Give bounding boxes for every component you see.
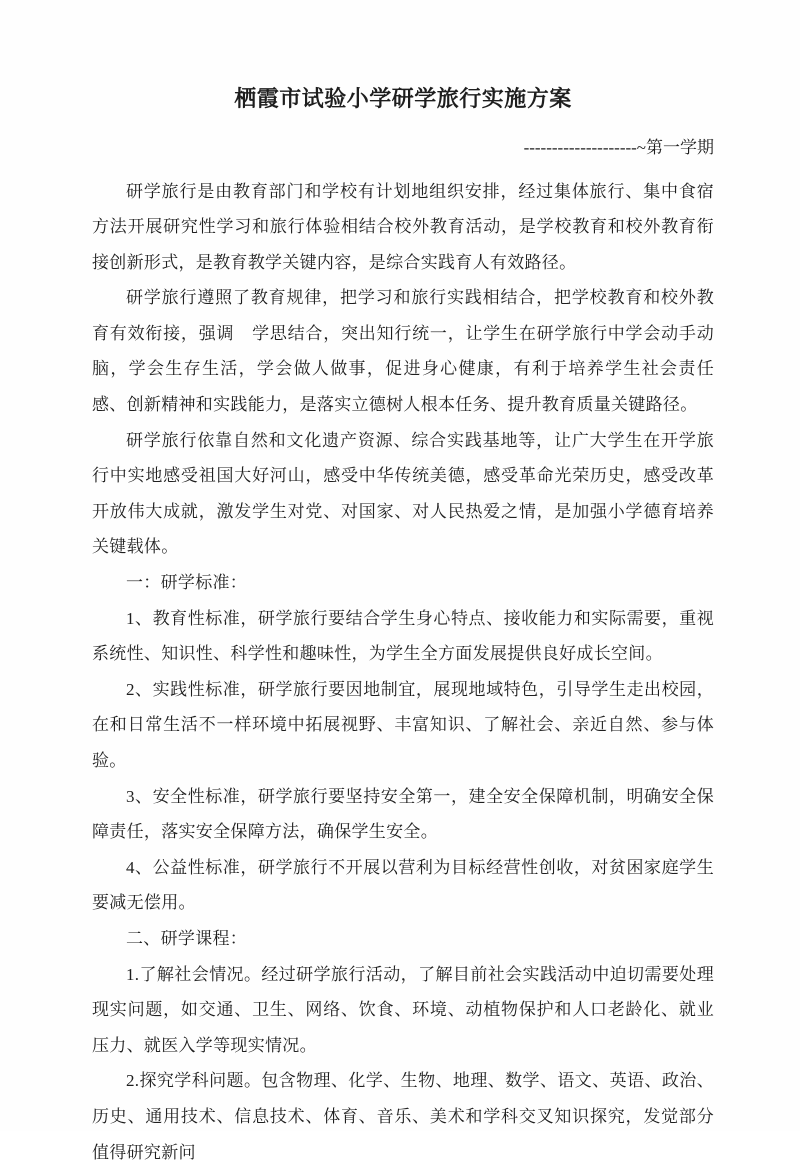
- paragraph-intro-1: 研学旅行是由教育部门和学校有计划地组织安排，经过集体旅行、集中食宿方法开展研究性学习和旅行体验相结合校外教育活动，是学校教育和校外教育衔接创新形式，是教育教学关键内容，是综合实践育人有效路径。: [92, 174, 714, 281]
- document-title: 栖霞市试验小学研学旅行实施方案: [92, 84, 714, 114]
- paragraph-intro-3: 研学旅行依靠自然和文化遗产资源、综合实践基地等，让广大学生在开学旅行中实地感受祖国大好河山，感受中华传统美德，感受革命光荣历史，感受改革开放伟大成就，激发学生对党、对国家、对人民热爱之情，是加强小学德育培养关键载体。: [92, 423, 714, 565]
- standard-item-2: 2、实践性标准，研学旅行要因地制宜，展现地域特色，引导学生走出校园，在和日常生活不一样环境中拓展视野、丰富知识、了解社会、亲近自然、参与体验。: [92, 672, 714, 779]
- document-subtitle: --------------------~第一学期: [92, 130, 714, 166]
- course-item-1: 1.了解社会情况。经过研学旅行活动，了解目前社会实践活动中迫切需要处理现实问题，如交通、卫生、网络、饮食、环境、动植物保护和人口老龄化、就业压力、就医入学等现实情况。: [92, 957, 714, 1064]
- standard-item-1: 1、教育性标准，研学旅行要结合学生身心特点、接收能力和实际需要，重视系统性、知识性、科学性和趣味性，为学生全方面发展提供良好成长空间。: [92, 601, 714, 672]
- course-item-2: 2.探究学科问题。包含物理、化学、生物、地理、数学、语文、英语、政治、历史、通用技术、信息技术、体育、音乐、美术和学科交叉知识探究，发觉部分值得研究新问: [92, 1063, 714, 1170]
- standard-item-4: 4、公益性标准，研学旅行不开展以营利为目标经营性创收，对贫困家庭学生要减无偿用。: [92, 850, 714, 921]
- section-heading-standards: 一：研学标准：: [92, 565, 714, 601]
- paragraph-intro-2: 研学旅行遵照了教育规律，把学习和旅行实践相结合，把学校教育和校外教育有效衔接，强调 学思结合，突出知行统一，让学生在研学旅行中学会动手动脑，学会生存生活，学会做人做事，促进身心健康，有利于培养学生社会责任感、创新精神和实践能力，是落实立德树人根本任务、提升教育质量关键路径。: [92, 280, 714, 422]
- standard-item-3: 3、安全性标准，研学旅行要坚持安全第一，建全安全保障机制，明确安全保障责任，落实安全保障方法，确保学生安全。: [92, 779, 714, 850]
- document-body: [92, 174, 714, 1170]
- section-heading-courses: 二、研学课程：: [92, 921, 714, 957]
